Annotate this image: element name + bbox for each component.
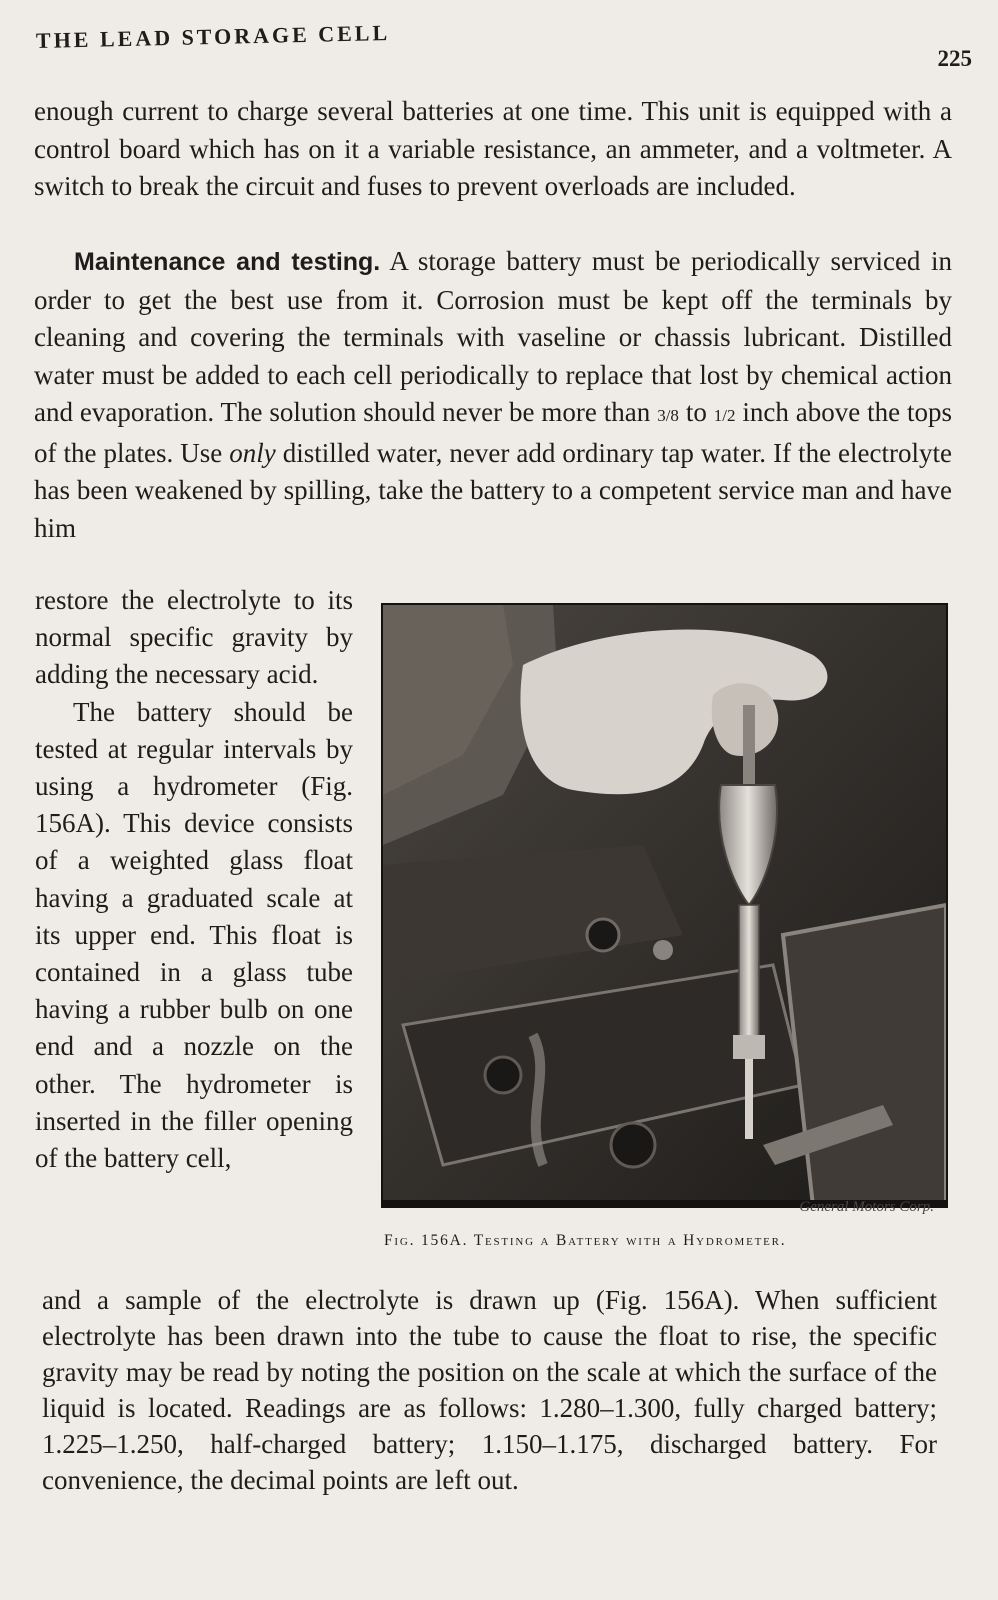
paragraph-2-text-a: A storage battery must be periodically serviced in order to get the best use from it. Corrosion must be kept off the terminals by cleaning and covering the terminals with vaseline or chassis lubricant. Distilled water must be added to each cell periodically to replace that lost by chemical action and evaporation. The solution should never be more than (34, 246, 952, 427)
emphasis-only: only (229, 437, 276, 468)
page-number: 225 (937, 46, 972, 71)
photo-credit: General Motors Corp. (799, 1199, 934, 1215)
figure-caption: Fig. 156A. Testing a Battery with a Hydrometer. (384, 1232, 787, 1249)
wrapped-text-column (35, 582, 353, 1177)
paragraph-1: enough current to charge several batteries at one time. This unit is equipped with a control board which has on it a variable resistance, an ammeter, and a voltmeter. A switch to break the circuit and fuses to prevent overloads are included. (34, 96, 952, 201)
paragraph-2-text-d: distilled water, never add ordinary tap water. If the electrolyte has been weakened by spilling, take the battery to a competent service man and have him (34, 437, 952, 543)
hydrometer-photo-illustration (383, 605, 946, 1206)
paragraph-2 (34, 243, 952, 547)
section-heading: Maintenance and testing. (74, 248, 381, 276)
column-paragraph-1: restore the electrolyte to its normal specific gravity by adding the necessary acid. (35, 585, 353, 690)
hydrometer-photo (381, 603, 948, 1208)
paragraph-4: and a sample of the electrolyte is drawn up (Fig. 156A). When sufficient electrolyte has been drawn into the tube to cause the float to rise, the specific gravity may be read by noting the position on the scale at which the surface of the liquid is located. Readings are as follows: 1.280–1.300, fully charged battery; 1.225–1.250, half-charged battery; 1.150–1.175, discharged battery. For convenience, the decimal points are left out. (42, 1285, 937, 1495)
paragraph-2-text-c: inch above the tops of the plates. Use (34, 397, 953, 468)
paragraph-2-text-b: to (678, 397, 714, 427)
column-paragraph-2: The battery should be tested at regular intervals by using a hydrometer (Fig. 156A). This device consists of a weighted glass float having a graduated scale at its upper end. This float is contained in a glass tube having a rubber bulb on one end and a nozzle on the other. The hydrometer is inserted in the filler opening of the battery cell, (35, 696, 353, 1174)
running-head: THE LEAD STORAGE CELL (35, 19, 391, 53)
fraction-three-eighths: 3/8 (657, 406, 679, 425)
page-header (35, 19, 972, 71)
fraction-one-half: 1/2 (713, 406, 736, 425)
